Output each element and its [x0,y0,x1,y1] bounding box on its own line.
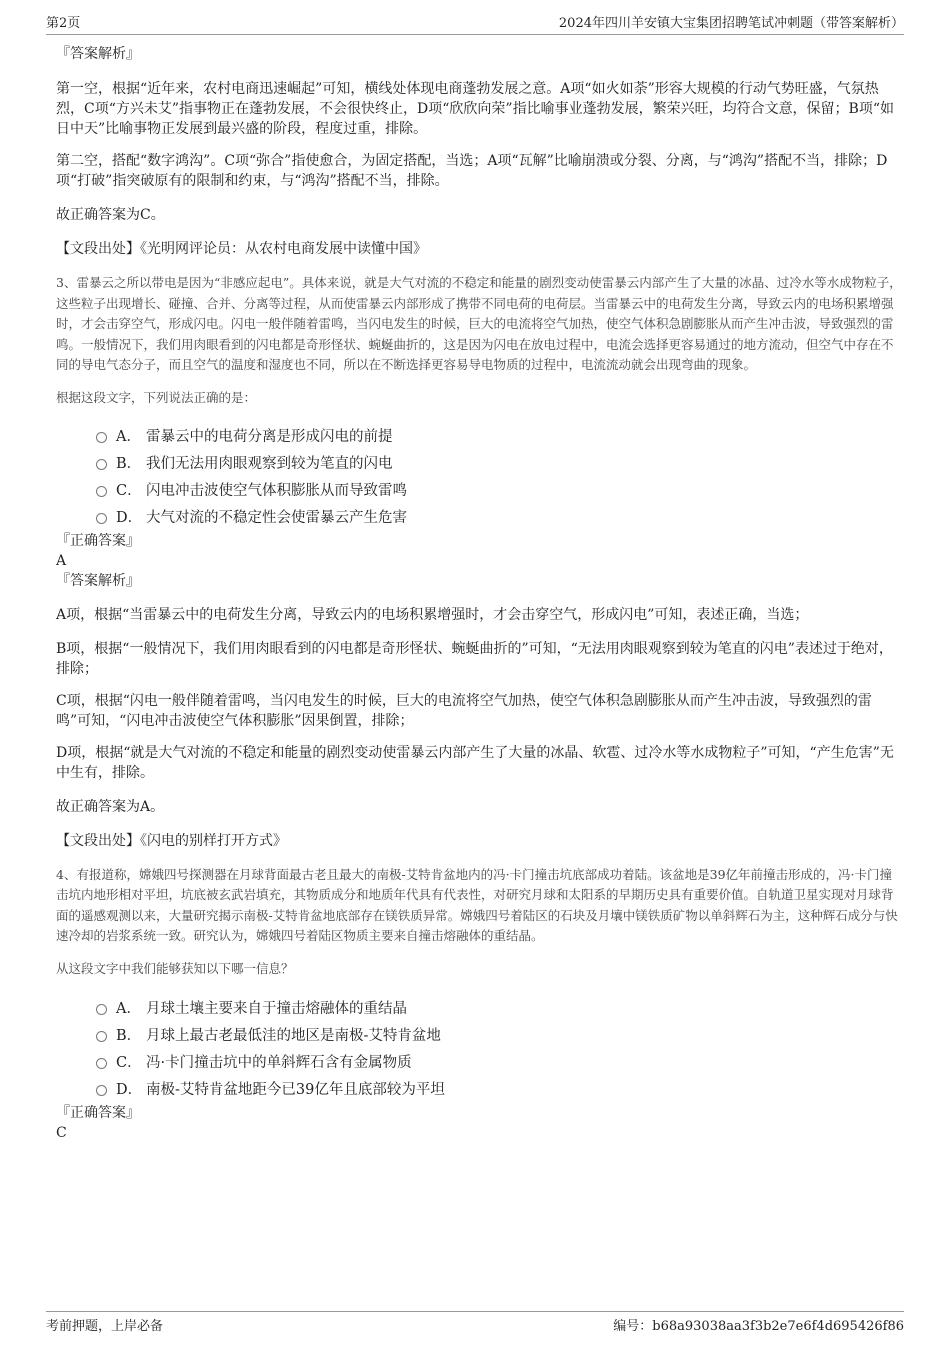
option-text: 月球土壤主要来自于撞击熔融体的重结晶 [146,1000,407,1017]
option-text: 大气对流的不稳定性会使雷暴云产生危害 [146,509,407,526]
q4-question-text: 4、有报道称，嫦娥四号探测器在月球背面最古老且最大的南极-艾特肯盆地内的冯·卡门撞击坑底部成功着陆。该盆地是39亿年前撞击形成的，冯·卡门撞击坑内地形相对平坦，坑底被玄武岩填充，其物质成分和地质年代具有代表性，对研究月球和太阳系的早期历史具有重要价值。自轨道卫星实现对月球背面的遥感观测以来，大量研究揭示南极-艾特肯盆地底部存在镁铁质异常。嫦娥四号着陆区的石块及月壤中镁铁质矿物以单斜辉石为主，这种辉石成分与快速冷却的岩浆系统一致。研究认为，嫦娥四号着陆区物质主要来自撞击熔融体的重结晶。 [56,866,898,943]
page-header [46,12,904,35]
document-title: 2024年四川羊安镇大宝集团招聘笔试冲刺题（带答案解析） [558,16,904,31]
q4-option-b[interactable] [96,1021,904,1048]
option-text: 闪电冲击波使空气体积膨胀从而导致雷鸣 [146,482,407,499]
q3-source: 【文段出处】《闪电的别样打开方式》 [56,832,287,849]
option-letter: D． [116,509,143,526]
q3-analysis-paragraph: C项，根据“闪电一般伴随着雷鸣，当闪电发生的时候，巨大的电流将空气加热，使空气体积急剧膨胀从而产生冲击波，导致强烈的雷鸣”可知，“闪电冲击波使空气体积膨胀”因果倒置，排除； [56,692,872,729]
option-text: 月球上最古老最低洼的地区是南极-艾特肯盆地 [146,1027,441,1044]
q3-answer-label: 『正确答案』 [56,532,140,549]
page-content [56,44,904,1143]
document-id: 编号：b68a93038aa3f3b2e7e6f4d695426f86 [613,1319,904,1334]
option-letter: B． [116,1027,142,1044]
option-text: 我们无法用肉眼观察到较为笔直的闪电 [146,455,393,472]
radio-button[interactable] [96,432,107,443]
q3-analysis-paragraph: A项，根据“当雷暴云中的电荷发生分离，导致云内的电场积累增强时，才会击穿空气，形成闪电”可知，表述正确，当选； [56,606,809,623]
q4-option-a[interactable] [96,994,904,1021]
radio-button[interactable] [96,1058,107,1069]
option-text: 雷暴云中的电荷分离是形成闪电的前提 [146,428,393,445]
radio-button[interactable] [96,459,107,470]
q3-option-c[interactable] [96,476,904,503]
q3-question-text: 3、雷暴云之所以带电是因为“非感应起电”。具体来说，就是大气对流的不稳定和能量的剧烈变动使雷暴云内部产生了大量的冰晶、过冷水等水成物粒子，这些粒子出现增长、碰撞、合并、分离等过程，从而使雷暴云内部形成了携带不同电荷的电荷层。当雷暴云中的电荷发生分离，导致云内的电场积累增强时，才会击穿空气，形成闪电。闪电一般伴随着雷鸣，当闪电发生的时候，巨大的电流将空气加热，使空气体积急剧膨胀从而产生冲击波，导致强烈的雷鸣。一般情况下，我们用肉眼看到的闪电都是奇形怪状、蜿蜒曲折的，这是因为闪电在放电过程中，电流会选择更容易通过的地方流动，但空气中存在不同的导电气态分子，而且空气的温度和湿度也不同，所以在不断选择更容易导电物质的过程中，电流流动就会出现弯曲的现象。 [56,275,902,372]
q3-analysis-label: 『答案解析』 [56,572,140,589]
q3-prompt: 根据这段文字，下列说法正确的是： [56,389,257,405]
q2-conclusion: 故正确答案为C。 [56,207,165,223]
q3-option-d[interactable] [96,503,904,530]
q4-options [96,994,904,1102]
q3-answer: A [56,552,67,569]
option-text: 南极-艾特肯盆地距今已39亿年且底部较为平坦 [146,1081,445,1098]
q4-answer-label: 『正确答案』 [56,1104,140,1121]
radio-button[interactable] [96,1085,107,1096]
q4-option-c[interactable] [96,1048,904,1075]
option-letter: D． [116,1081,143,1098]
q3-options [96,422,904,530]
q4-prompt: 从这段文字中我们能够获知以下哪一信息？ [56,960,294,976]
radio-button[interactable] [96,486,107,497]
radio-button[interactable] [96,1031,107,1042]
q2-source: 【文段出处】《光明网评论员：从农村电商发展中读懂中国》 [56,241,427,257]
page-footer [46,1311,904,1334]
q4-option-d[interactable] [96,1075,904,1102]
q3-analysis-paragraph: D项，根据“就是大气对流的不稳定和能量的剧烈变动使雷暴云内部产生了大量的冰晶、软雹、过冷水等水成物粒子”可知，“产生危害”无中生有，排除。 [56,744,894,781]
q2-analysis-label: 『答案解析』 [56,46,140,62]
option-letter: C． [116,482,142,499]
radio-button[interactable] [96,1004,107,1015]
q3-option-b[interactable] [96,449,904,476]
q2-analysis-paragraph: 第一空，根据“近年来，农村电商迅速崛起”可知，横线处体现电商蓬勃发展之意。A项“如火如荼”形容大规模的行动气势旺盛，气氛热烈，C项“方兴未艾”指事物正在蓬勃发展，不会很快终止，D项“欣欣向荣”指比喻事业蓬勃发展，繁荣兴旺，均符合文意，保留；B项“如日中天”比喻事物正发展到最兴盛的阶段，程度过重，排除。 [56,81,895,137]
option-letter: A． [116,428,141,445]
radio-button[interactable] [96,513,107,524]
option-letter: C． [116,1054,142,1071]
q2-analysis-paragraph: 第二空，搭配“数字鸿沟”。C项“弥合”指使愈合，为固定搭配，当选；A项“瓦解”比喻崩溃或分裂、分离，与“鸿沟”搭配不当，排除；D项“打破”指突破原有的限制和约束，与“鸿沟”搭配不当，排除。 [56,153,888,189]
q4-answer: C [56,1124,67,1141]
q3-analysis-paragraph: B项，根据“一般情况下，我们用肉眼看到的闪电都是奇形怪状、蜿蜒曲折的”可知，“无法用肉眼观察到较为笔直的闪电”表述过于绝对，排除； [56,640,893,677]
q3-conclusion: 故正确答案为A。 [56,798,165,815]
q3-option-a[interactable] [96,422,904,449]
footer-slogan: 考前押题，上岸必备 [46,1319,164,1334]
option-text: 冯·卡门撞击坑中的单斜辉石含有金属物质 [146,1054,412,1071]
page-number: 第2页 [46,16,81,31]
option-letter: B． [116,455,142,472]
option-letter: A． [116,1000,141,1017]
